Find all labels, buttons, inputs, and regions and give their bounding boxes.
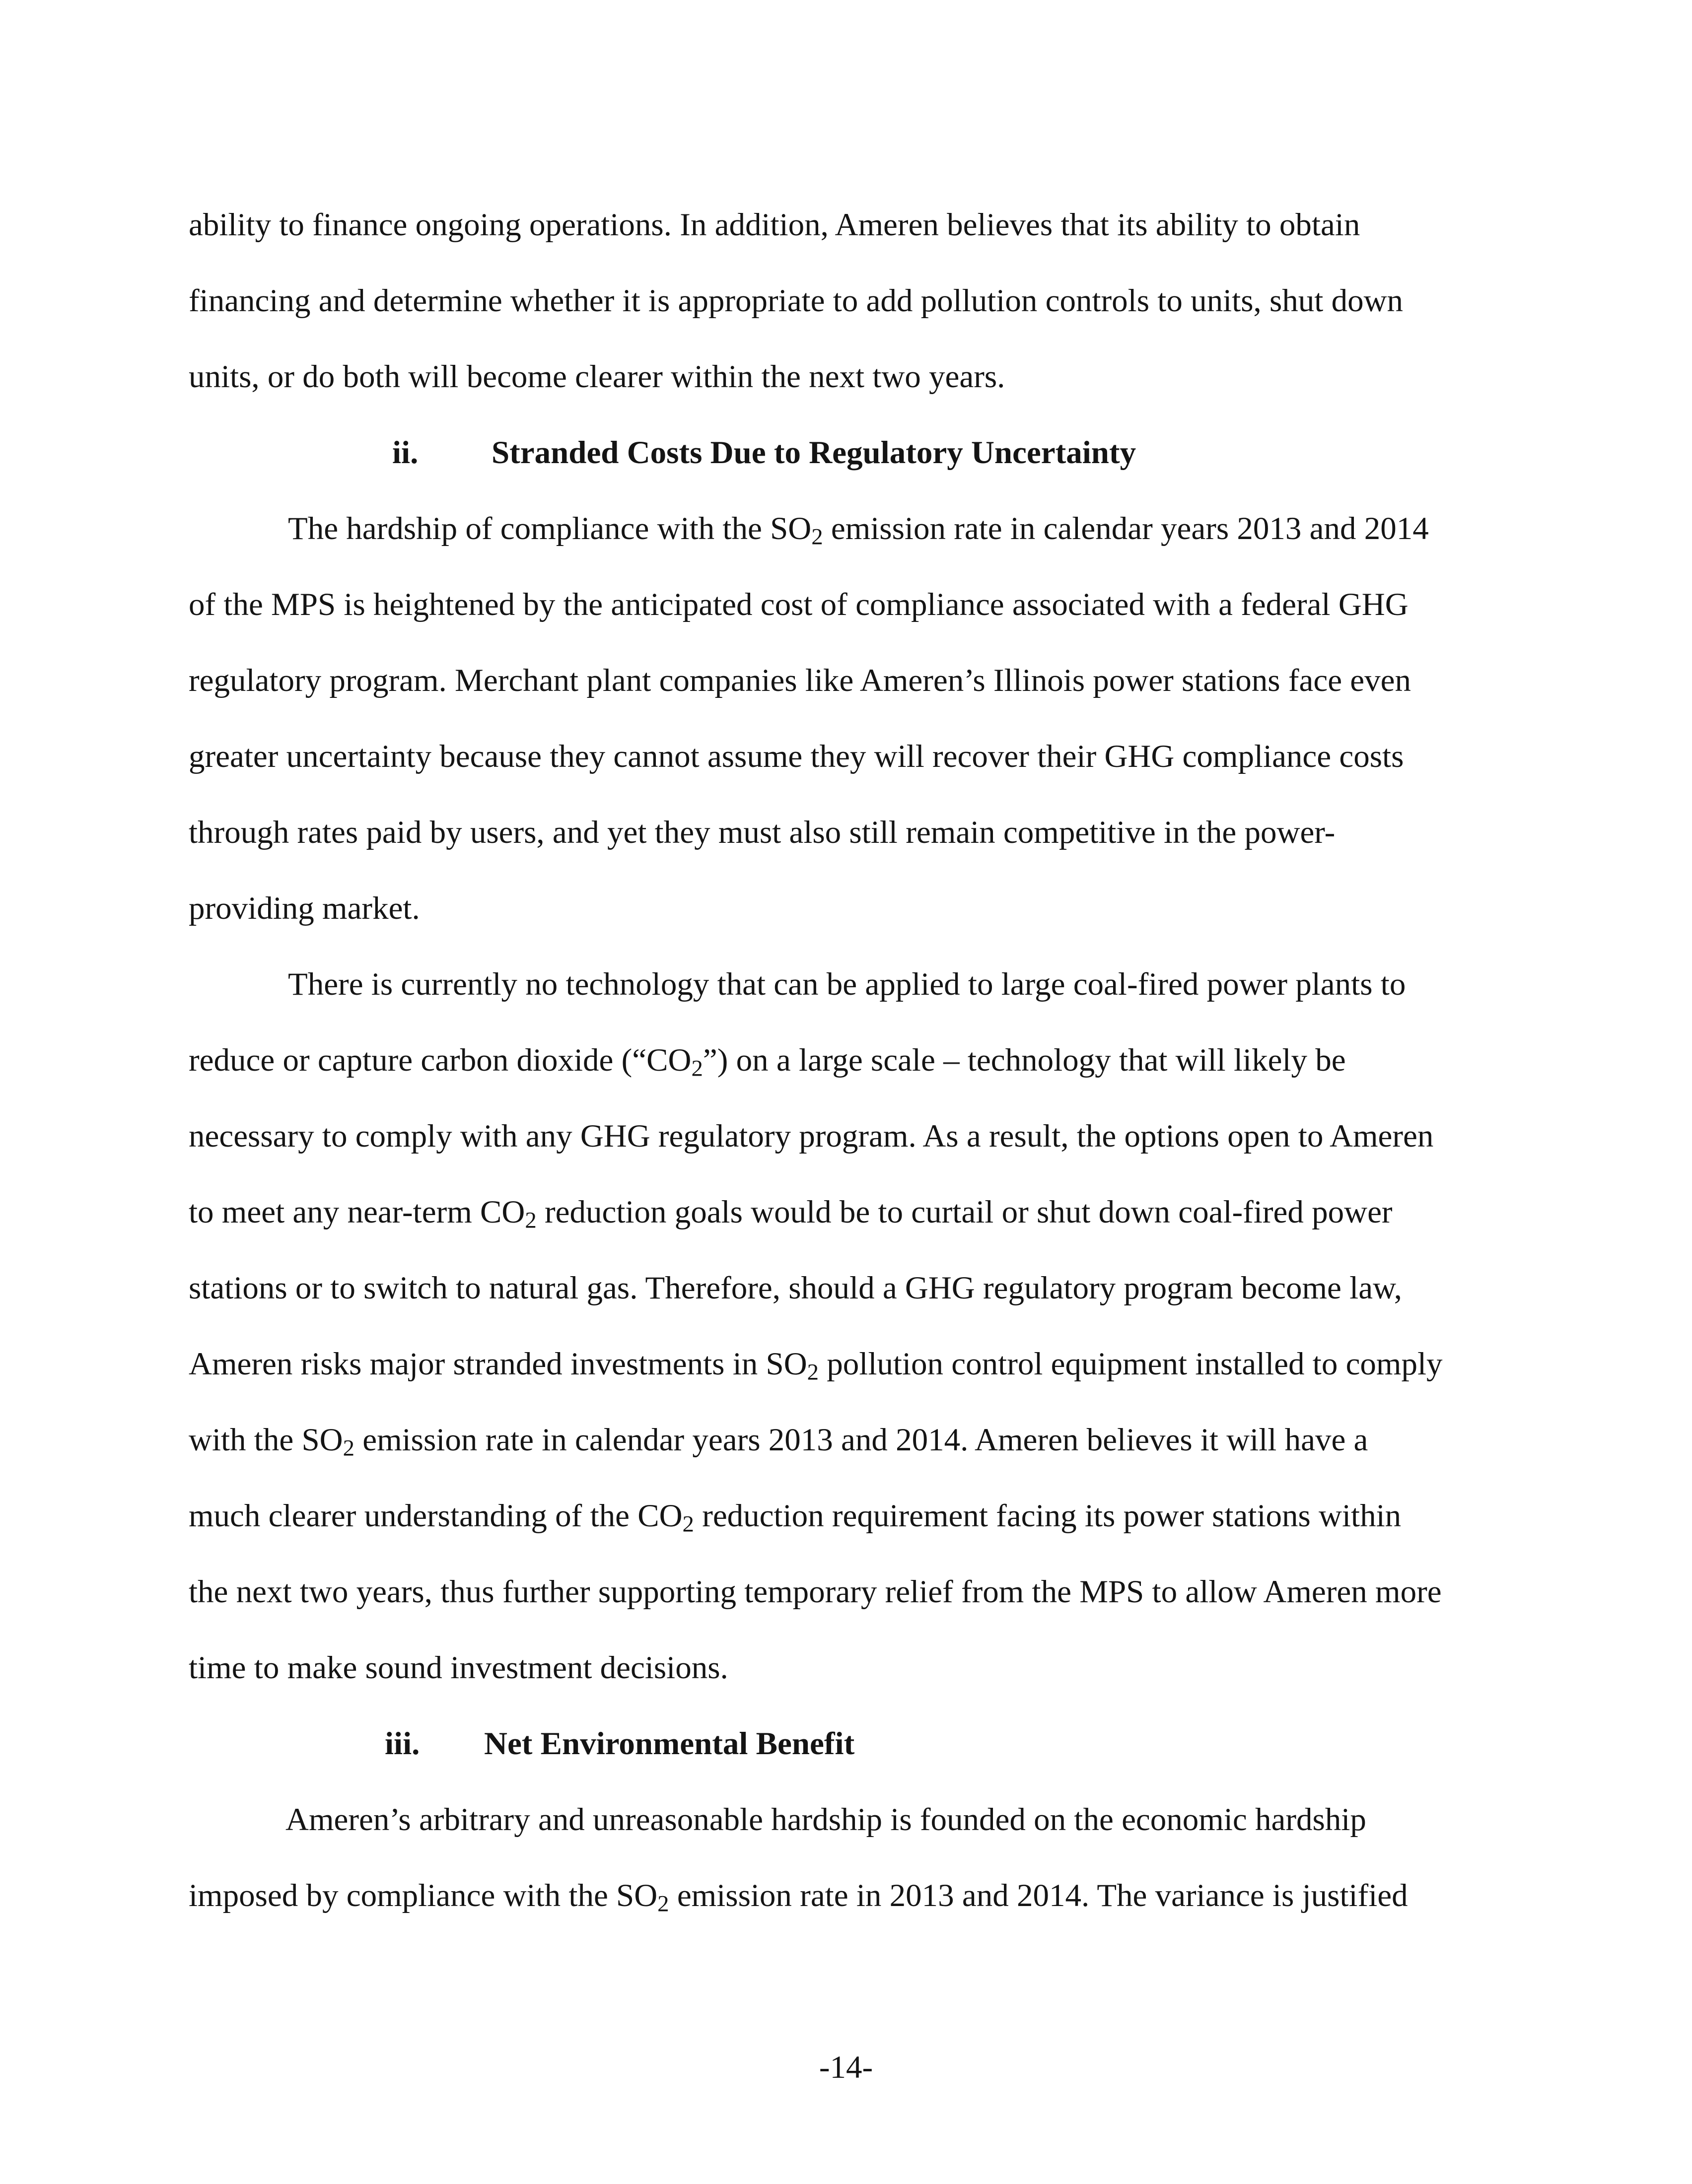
body-text-line: ability to finance ongoing operations. In addition, Ameren believes that its ability to obtain bbox=[189, 207, 1360, 243]
subscript: 2 bbox=[343, 1435, 354, 1461]
text-run: imposed by compliance with the SO bbox=[189, 1878, 658, 1913]
body-text-line bbox=[189, 1192, 1393, 1232]
text-run: reduce or capture carbon dioxide (“CO bbox=[189, 1042, 692, 1078]
body-text-line: units, or do both will become clearer within the next two years. bbox=[189, 359, 1005, 395]
body-text-line: providing market. bbox=[189, 890, 420, 926]
text-run: reduction goals would be to curtail or shut down coal-fired power bbox=[536, 1194, 1393, 1230]
body-text-line: of the MPS is heightened by the anticipated cost of compliance associated with a federal GHG bbox=[189, 587, 1409, 622]
body-text-line: regulatory program. Merchant plant companies like Ameren’s Illinois power stations face even bbox=[189, 663, 1411, 698]
body-text-line: greater uncertainty because they cannot assume they will recover their GHG compliance costs bbox=[189, 739, 1404, 774]
section-heading-iii bbox=[385, 1724, 1030, 1764]
section-number: ii. bbox=[392, 435, 419, 471]
body-text-line: time to make sound investment decisions. bbox=[189, 1650, 728, 1686]
section-title: Net Environmental Benefit bbox=[484, 1726, 855, 1762]
subscript: 2 bbox=[657, 1891, 669, 1917]
body-text-line bbox=[189, 1040, 1346, 1080]
text-run: emission rate in calendar years 2013 and 2014 bbox=[823, 511, 1429, 546]
body-text-line: financing and determine whether it is appropriate to add pollution controls to units, shut down bbox=[189, 283, 1404, 319]
body-text-line: stations or to switch to natural gas. Therefore, should a GHG regulatory program become law, bbox=[189, 1270, 1403, 1306]
text-run: emission rate in 2013 and 2014. The variance is justified bbox=[669, 1878, 1408, 1913]
text-run: The hardship of compliance with the SO bbox=[288, 511, 812, 546]
subscript: 2 bbox=[807, 1359, 819, 1385]
body-text-line: through rates paid by users, and yet they must also still remain competitive in the power- bbox=[189, 815, 1336, 850]
text-run: with the SO bbox=[189, 1422, 343, 1458]
section-title: Stranded Costs Due to Regulatory Uncertainty bbox=[492, 435, 1136, 471]
body-text-line bbox=[189, 1876, 1408, 1915]
text-run: reduction requirement facing its power stations within bbox=[694, 1498, 1402, 1534]
subscript: 2 bbox=[682, 1511, 694, 1537]
body-text-line: the next two years, thus further supporting temporary relief from the MPS to allow Ameren more bbox=[189, 1574, 1442, 1610]
page-number: -14- bbox=[819, 2049, 873, 2085]
body-text-line bbox=[189, 1496, 1401, 1536]
text-run: Ameren risks major stranded investments in SO bbox=[189, 1346, 807, 1382]
subscript: 2 bbox=[691, 1055, 703, 1082]
subscript: 2 bbox=[811, 524, 823, 550]
body-text-line: necessary to comply with any GHG regulatory program. As a result, the options open to Ameren bbox=[189, 1118, 1434, 1154]
text-run: pollution control equipment installed to comply bbox=[819, 1346, 1443, 1382]
section-number: iii. bbox=[385, 1726, 420, 1762]
text-run: much clearer understanding of the CO bbox=[189, 1498, 683, 1534]
subscript: 2 bbox=[525, 1207, 537, 1233]
text-run: ”) on a large scale – technology that will likely be bbox=[703, 1042, 1346, 1078]
body-text-line bbox=[288, 509, 1429, 548]
body-text-line bbox=[189, 1344, 1443, 1384]
body-text-line bbox=[189, 1420, 1368, 1460]
section-heading-ii bbox=[392, 433, 1236, 473]
body-text-line: Ameren’s arbitrary and unreasonable hardship is founded on the economic hardship bbox=[285, 1802, 1366, 1838]
text-run: to meet any near-term CO bbox=[189, 1194, 525, 1230]
text-run: emission rate in calendar years 2013 and 2014. Ameren believes it will have a bbox=[354, 1422, 1368, 1458]
body-text-line: There is currently no technology that can be applied to large coal-fired power plants to bbox=[288, 966, 1406, 1002]
